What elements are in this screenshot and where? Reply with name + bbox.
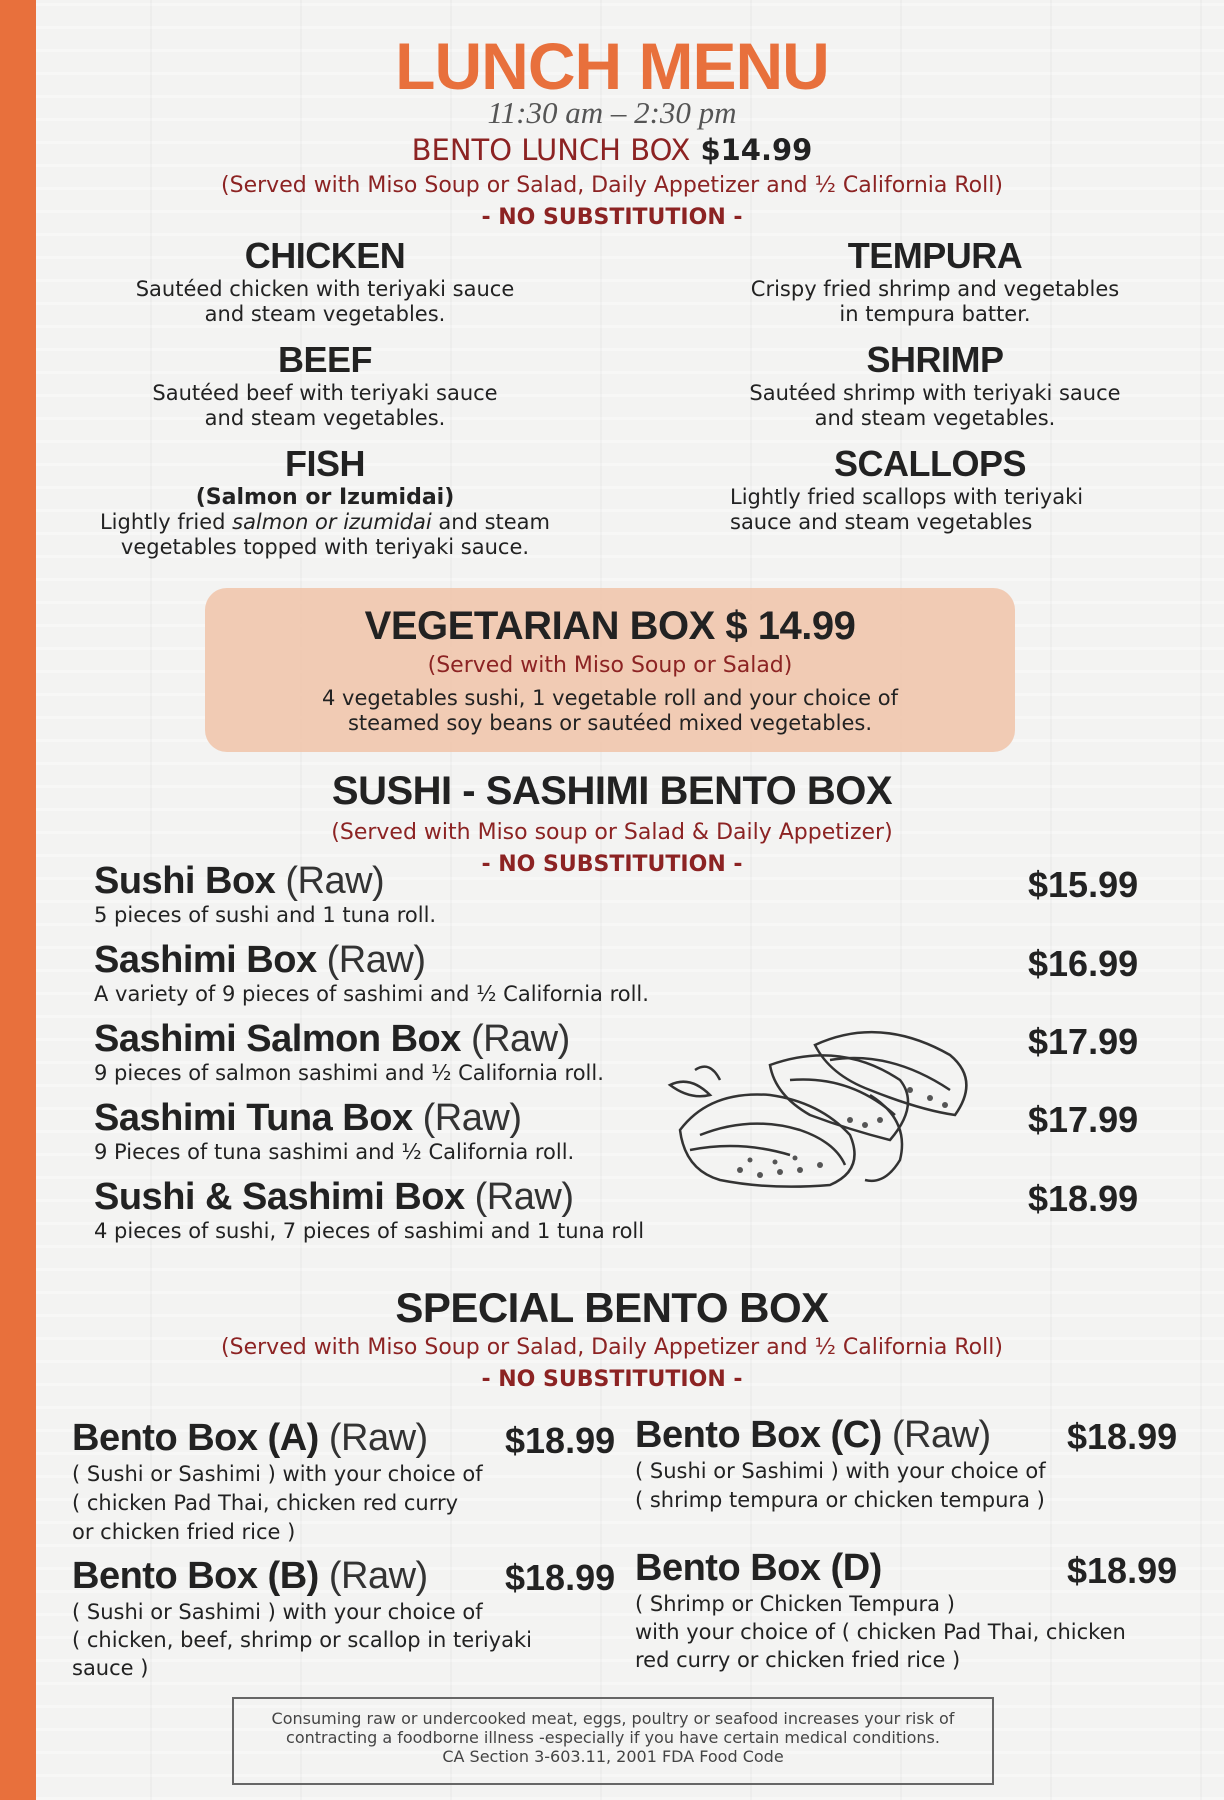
sushi-sashimi-served-note: (Served with Miso soup or Salad & Daily Appetizer) bbox=[331, 820, 893, 845]
row-name-text: Sushi & Sashimi Box bbox=[94, 1176, 465, 1218]
item-desc-line: Lightly fried scallops with teriyaki bbox=[730, 485, 1084, 509]
left-accent-strip bbox=[0, 0, 36, 1800]
item-desc-line: and steam vegetables. bbox=[204, 302, 446, 326]
row-desc: A variety of 9 pieces of sashimi and ½ California roll. bbox=[94, 982, 649, 1006]
row-desc-line: ( Shrimp or Chicken Tempura ) bbox=[635, 1592, 955, 1616]
special-no-substitution: - NO SUBSTITUTION - bbox=[481, 1367, 743, 1392]
row-desc-line: with your choice of ( chicken Pad Thai, chicken bbox=[635, 1620, 1126, 1644]
sashimi-salmon-box-row bbox=[94, 1018, 604, 1085]
item-desc-line: Crispy fried shrimp and vegetables bbox=[750, 277, 1120, 301]
raw-tag: (Raw) bbox=[422, 1097, 522, 1139]
bento-box-d-price: $18.99 bbox=[1067, 1550, 1178, 1591]
special-served-note: (Served with Miso Soup or Salad, Daily Appetizer and ½ California Roll) bbox=[221, 1335, 1003, 1360]
disclaimer-line: CA Section 3-603.11, 2001 FDA Food Code bbox=[442, 1747, 784, 1766]
row-desc-line: sauce ) bbox=[72, 1656, 149, 1680]
bento-box-b-price: $18.99 bbox=[505, 1557, 616, 1598]
sushi-sashimi-title: SUSHI - SASHIMI BENTO BOX bbox=[331, 769, 893, 813]
item-subtitle: (Salmon or Izumidai) bbox=[195, 485, 455, 510]
row-name-text: Bento Box (A) bbox=[72, 1417, 319, 1459]
desc-emphasis: salmon or izumidai bbox=[232, 510, 432, 534]
row-name-text: Sashimi Tuna Box bbox=[94, 1097, 413, 1139]
row-desc-line: ( Sushi or Sashimi ) with your choice of bbox=[72, 1462, 483, 1486]
menu-item-tempura bbox=[690, 235, 1180, 327]
raw-tag: (Raw) bbox=[285, 860, 385, 902]
sushi-illustration bbox=[650, 1020, 980, 1205]
vegetarian-desc-line: steamed soy beans or sautéed mixed vegetables. bbox=[347, 711, 873, 735]
bento-lunch-no-substitution: - NO SUBSTITUTION - bbox=[481, 205, 743, 230]
menu-item-scallops bbox=[730, 443, 1180, 535]
raw-tag: (Raw) bbox=[326, 939, 426, 981]
item-title: CHICKEN bbox=[244, 235, 406, 276]
item-desc-line: Sautéed chicken with teriyaki sauce bbox=[135, 277, 515, 301]
row-name-text: Bento Box (D) bbox=[635, 1547, 882, 1589]
desc-text: and steam bbox=[431, 510, 550, 534]
raw-tag: (Raw) bbox=[891, 1414, 991, 1456]
item-title: TEMPURA bbox=[847, 235, 1023, 276]
desc-text: Lightly fried bbox=[99, 510, 233, 534]
row-name-text: Bento Box (B) bbox=[72, 1555, 319, 1597]
sashimi-salmon-box-price: $17.99 bbox=[1028, 1021, 1139, 1062]
item-title: SHRIMP bbox=[866, 339, 1004, 380]
disclaimer-line: Consuming raw or undercooked meat, eggs, poultry or seafood increases your risk of bbox=[271, 1709, 955, 1728]
row-desc-line: ( shrimp tempura or chicken tempura ) bbox=[635, 1488, 1045, 1512]
row-name-text: Sashimi Box bbox=[94, 939, 317, 981]
row-name bbox=[94, 939, 649, 982]
row-desc-line: ( Sushi or Sashimi ) with your choice of bbox=[72, 1600, 483, 1624]
item-desc-line: and steam vegetables. bbox=[204, 406, 446, 430]
bento-lunch-heading bbox=[0, 133, 1224, 167]
special-bento-title: SPECIAL BENTO BOX bbox=[395, 1284, 829, 1331]
row-desc-line: red curry or chicken fried rice ) bbox=[635, 1648, 961, 1672]
row-desc-line: ( chicken Pad Thai, chicken red curry bbox=[72, 1491, 459, 1515]
row-desc: 4 pieces of sushi, 7 pieces of sashimi and 1 tuna roll bbox=[94, 1219, 645, 1243]
item-desc-line: and steam vegetables. bbox=[814, 406, 1056, 430]
menu-item-fish bbox=[60, 443, 590, 560]
item-title: SCALLOPS bbox=[833, 443, 1026, 484]
sushi-sashimi-box-price: $18.99 bbox=[1028, 1178, 1139, 1219]
raw-tag: (Raw) bbox=[470, 1018, 570, 1060]
sushi-sashimi-no-substitution: - NO SUBSTITUTION - bbox=[481, 852, 743, 877]
bento-box-c-price: $18.99 bbox=[1067, 1416, 1178, 1457]
bento-box-a-price: $18.99 bbox=[505, 1420, 616, 1461]
sashimi-box-price: $16.99 bbox=[1028, 943, 1139, 984]
row-name-text: Sashimi Salmon Box bbox=[94, 1018, 461, 1060]
row-name bbox=[94, 1176, 644, 1219]
menu-hours: 11:30 am – 2:30 pm bbox=[487, 95, 737, 130]
row-name bbox=[94, 860, 436, 903]
vegetarian-desc-line: 4 vegetables sushi, 1 vegetable roll and your choice of bbox=[322, 686, 898, 710]
item-desc-line: sauce and steam vegetables bbox=[730, 510, 1033, 534]
item-desc-line: in tempura batter. bbox=[839, 302, 1031, 326]
row-desc: 9 Pieces of tuna sashimi and ½ California roll. bbox=[94, 1140, 575, 1164]
item-desc-line: vegetables topped with teriyaki sauce. bbox=[120, 535, 530, 559]
sushi-sashimi-box-row bbox=[94, 1176, 644, 1243]
menu-item-chicken bbox=[75, 235, 575, 327]
sashimi-tuna-box-row bbox=[94, 1097, 574, 1164]
bento-lunch-served-note: (Served with Miso Soup or Salad, Daily Appetizer and ½ California Roll) bbox=[221, 173, 1003, 198]
bento-lunch-price: $14.99 bbox=[700, 133, 813, 167]
bento-lunch-name: BENTO LUNCH BOX bbox=[411, 133, 691, 167]
row-desc: 5 pieces of sushi and 1 tuna roll. bbox=[94, 903, 437, 927]
vegetarian-served-note: (Served with Miso Soup or Salad) bbox=[427, 653, 793, 678]
raw-tag: (Raw) bbox=[328, 1555, 428, 1597]
sushi-box-price: $15.99 bbox=[1028, 864, 1139, 905]
menu-item-shrimp bbox=[690, 339, 1180, 431]
row-name bbox=[94, 1097, 574, 1140]
item-title: FISH bbox=[284, 443, 365, 484]
menu-item-beef bbox=[75, 339, 575, 431]
row-name-text: Sushi Box bbox=[94, 860, 276, 902]
item-desc-line: Sautéed shrimp with teriyaki sauce bbox=[749, 381, 1121, 405]
row-name bbox=[94, 1018, 604, 1061]
menu-title: LUNCH MENU bbox=[395, 29, 829, 103]
sushi-box-row bbox=[94, 860, 436, 927]
disclaimer-line: contracting a foodborne illness -especially if you have certain medical conditions. bbox=[286, 1728, 940, 1747]
sashimi-box-row bbox=[94, 939, 649, 1006]
item-desc-line bbox=[60, 510, 590, 535]
raw-tag: (Raw) bbox=[474, 1176, 574, 1218]
item-title: BEEF bbox=[277, 339, 372, 380]
row-desc-line: ( Sushi or Sashimi ) with your choice of bbox=[635, 1459, 1046, 1483]
raw-tag: (Raw) bbox=[328, 1417, 428, 1459]
row-desc-line: ( chicken, beef, shrimp or scallop in teriyaki bbox=[72, 1628, 532, 1652]
vegetarian-box-title: VEGETARIAN BOX $ 14.99 bbox=[364, 604, 856, 648]
sashimi-tuna-box-price: $17.99 bbox=[1028, 1099, 1139, 1140]
row-desc-line: or chicken fried rice ) bbox=[72, 1520, 296, 1544]
row-desc: 9 pieces of salmon sashimi and ½ California roll. bbox=[94, 1061, 604, 1085]
row-name-text: Bento Box (C) bbox=[635, 1414, 882, 1456]
item-desc-line: Sautéed beef with teriyaki sauce bbox=[152, 381, 498, 405]
